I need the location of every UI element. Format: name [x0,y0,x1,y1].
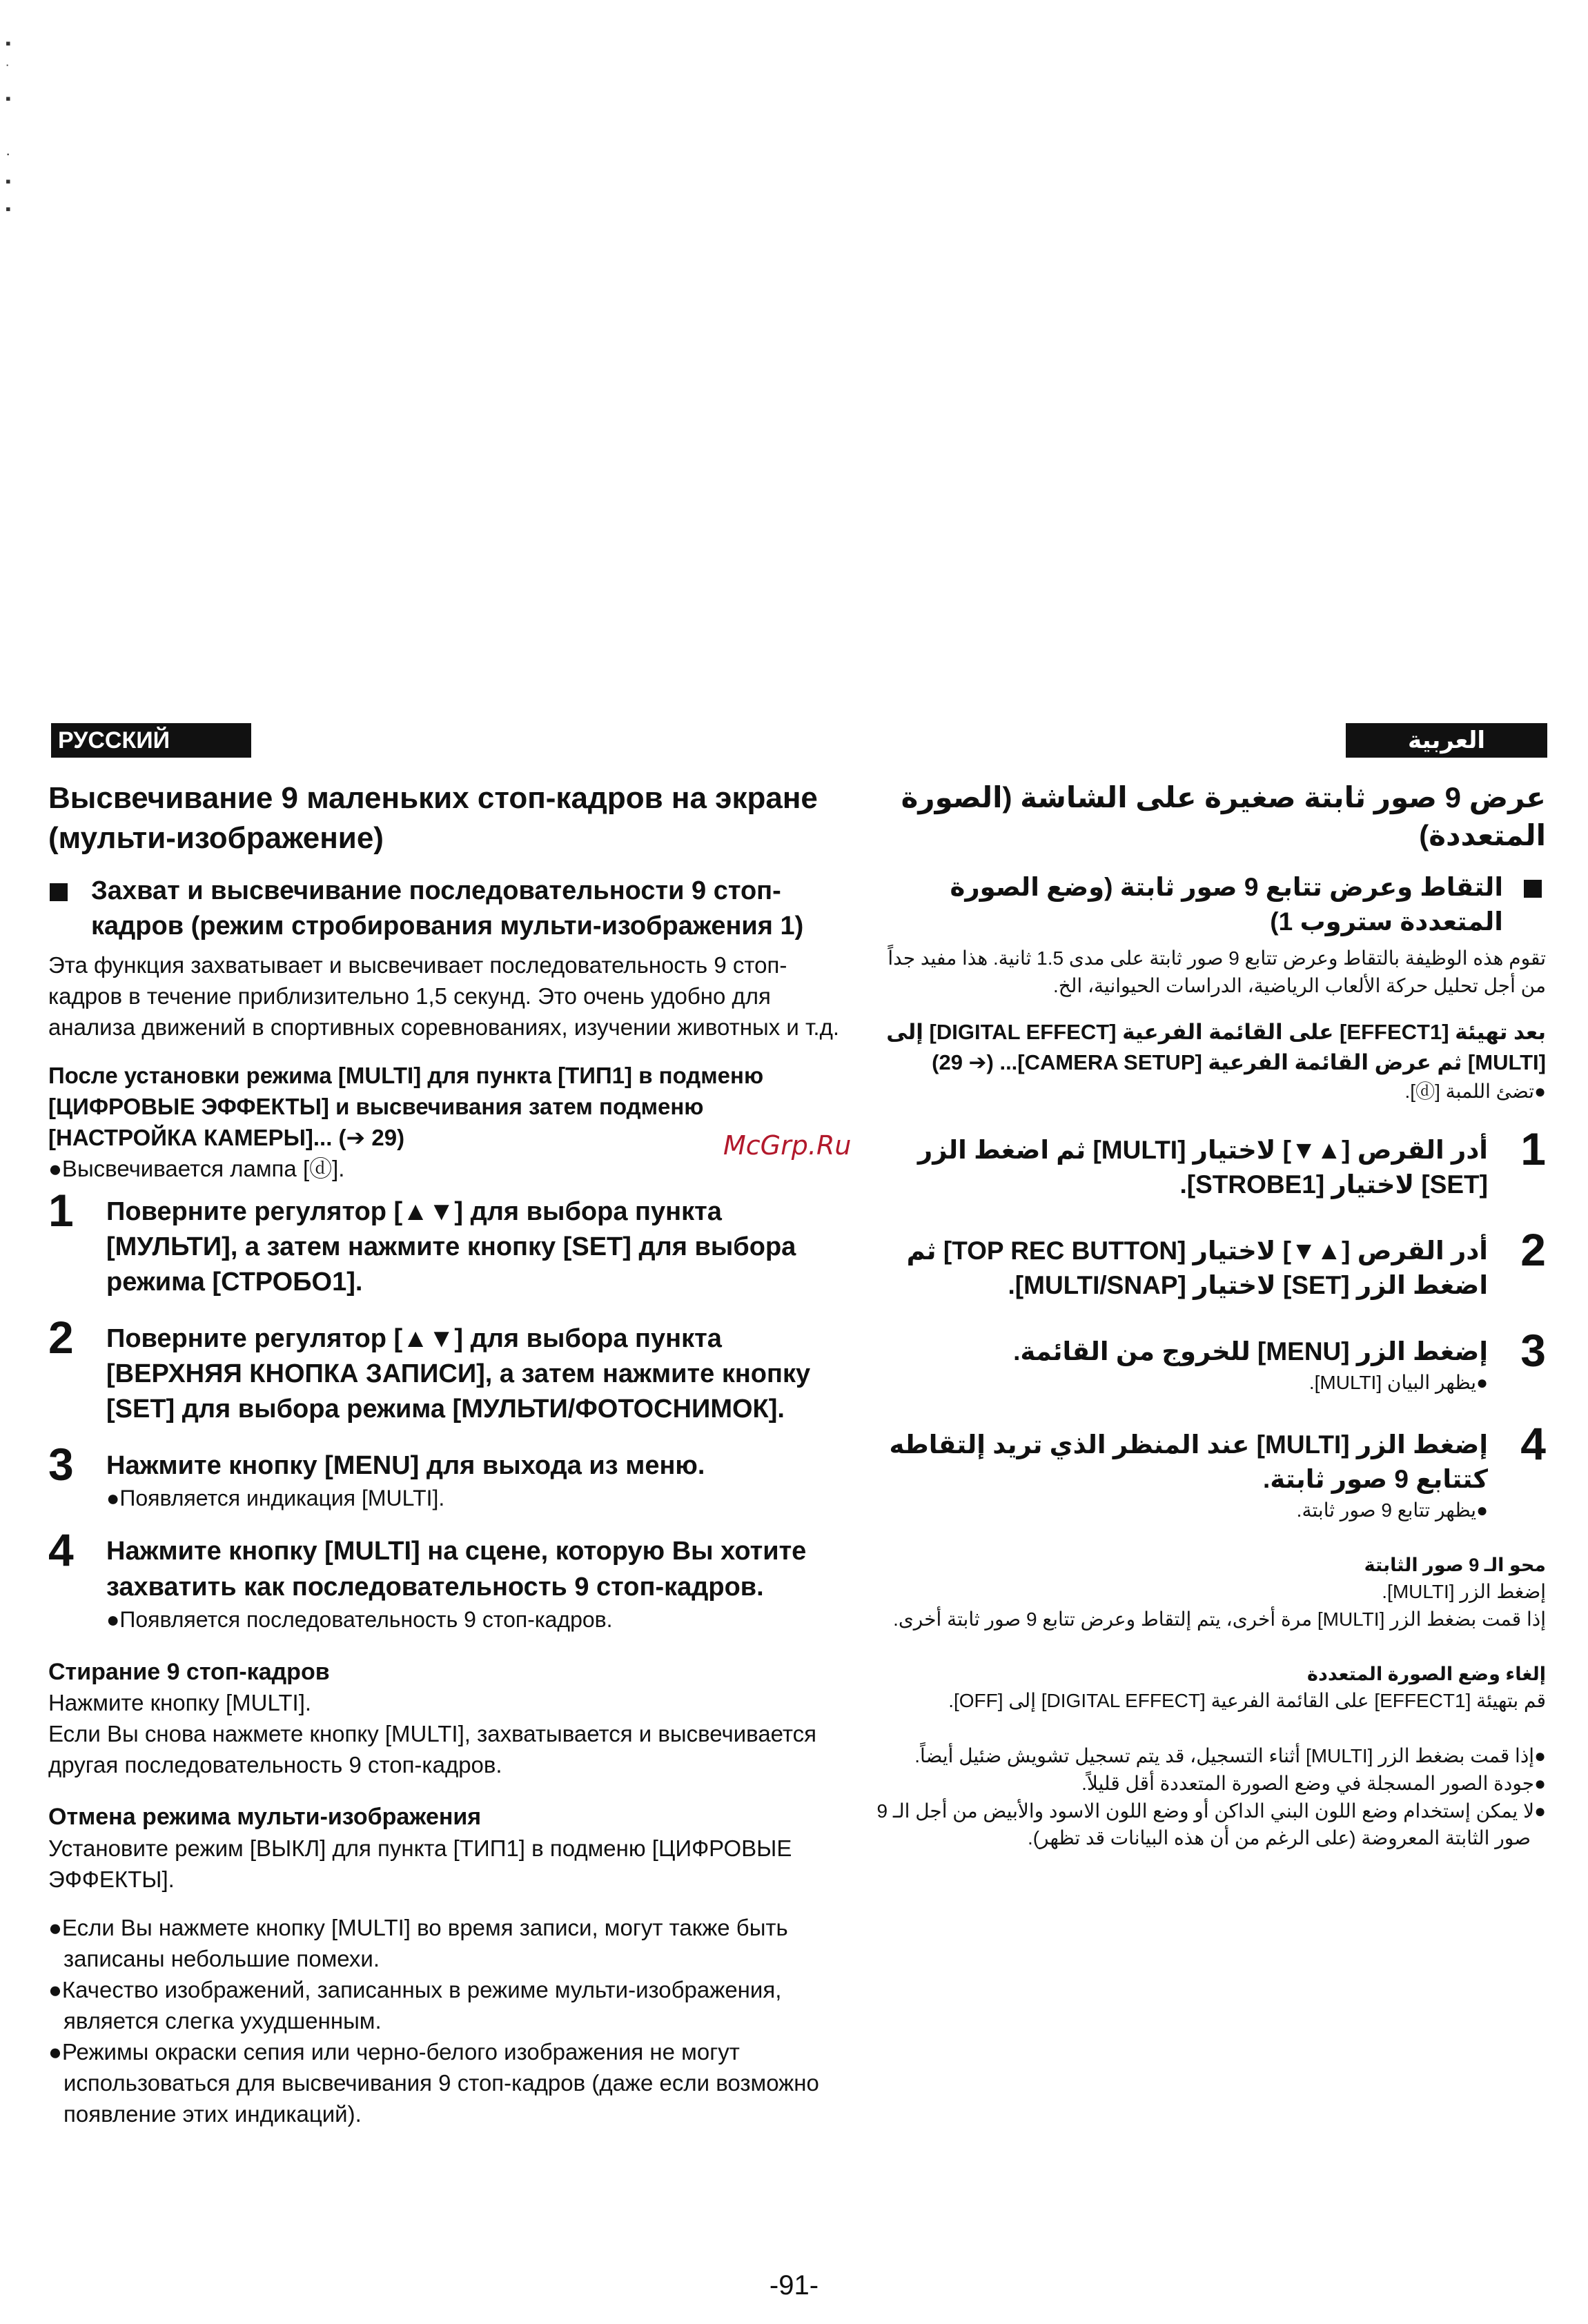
arabic-step [863,1223,1546,1303]
step-note: ●يظهر تتابع 9 صور ثابتة. [1296,1499,1488,1522]
russian-column [48,778,842,2130]
margin-marks [6,35,26,217]
russian-step [48,1524,842,1635]
step-number: 2 [48,1311,74,1363]
russian-title: Высвечивание 9 маленьких стоп-кадров на экране (мульти-изображение) [48,781,818,856]
arabic-cancel-heading: إلغاء وضع الصورة المتعددة [1307,1663,1546,1684]
arabic-lamp-note: ●تضئ اللمبة [ⓓ]. [1404,1081,1546,1103]
russian-note: ●Режимы окраски сепия или черно-белого изображения не могут использоваться для высвечивания 9 стоп-кадров (даже если возможно появление этих индикаций). [48,2038,819,2127]
square-bullet-icon [50,883,68,901]
russian-step [48,1311,842,1428]
margin-mark: ˙ [6,62,11,79]
step-number: 4 [1520,1418,1546,1470]
step-number: 4 [48,1524,74,1576]
arabic-intro: تقوم هذه الوظيفة بالتقاط وعرض تتابع 9 صور ثابتة على مدى 1.5 ثانية. هذا مفيد جداً من أجل تحليل حركة الألعاب الرياضية، الدراسات الحيوانية، الخ. [888,947,1546,996]
russian-cancel-heading: Отмена режима мульти-изображения [48,1804,482,1831]
russian-setup-instruction: После установки режима [MULTI] для пункта [ТИП1] в подменю [ЦИФРОВЫЕ ЭФФЕКТЫ] и высвечивания затем подменю [НАСТРОЙКА КАМЕРЫ]... (➔ 29) [48,1063,764,1151]
step-note: ●Появляется последовательность 9 стоп-кадров. [106,1607,613,1633]
arabic-step [863,1123,1546,1202]
arabic-note: ●جودة الصور المسجلة في وضع الصورة المتعددة أقل قليلاً. [1081,1772,1546,1794]
step-number: 2 [1520,1223,1546,1275]
arabic-notes [863,1742,1546,1852]
step-number: 1 [48,1184,74,1236]
arabic-subheading-text: التقاط وعرض تتابع 9 صور ثابتة (وضع الصورة المتعددة ستروب 1) [950,872,1503,936]
margin-mark: ▪ [6,173,11,190]
step-text: Поверните регулятор [▲▼] для выбора пункта [МУЛЬТИ], а затем нажмите кнопку [SET] для выбора режима [СТРОБО1]. [106,1197,796,1297]
arabic-setup-instruction: بعد تهيئة [EFFECT1] على القائمة الفرعية [DIGITAL EFFECT] إلى [MULTI] ثم عرض القائمة الفرعية [CAMERA SETUP]... (➔ 29) [886,1020,1546,1075]
russian-lamp-note: ●Высвечивается лампа [ⓓ]. [48,1156,345,1181]
russian-subheading-text: Захват и высвечивание последовательности 9 стоп-кадров (режим стробирования мульти-изображения 1) [91,876,804,941]
arabic-note: ●إذا قمت بضغط الزر [MULTI] أثناء التسجيل، قد يتم تسجيل تشويش ضئيل أيضاً. [914,1745,1546,1766]
arabic-erase-text: إضغط الزر [MULTI]. إذا قمت بضغط الزر [MULTI] مرة أخرى، يتم إلتقاط وعرض تتابع 9 صور ثابتة أخرى. [893,1581,1546,1631]
arabic-step [863,1418,1546,1524]
russian-intro: Эта функция захватывает и высвечивает последовательность 9 стоп-кадров в течение приблизительно 1,5 секунд. Это очень удобно для анализа движений в спортивных соревнованиях, изучении животных и т.д. [48,952,840,1040]
step-text: أدر القرص [▲▼] لاختيار [MULTI] ثم اضغط الزر [SET] لاختيار [STROBE1]. [917,1136,1488,1199]
step-number: 3 [1520,1324,1546,1376]
margin-mark: ▪ [6,35,11,52]
russian-step [48,1184,842,1301]
arabic-note: ●لا يمكن إستخدام وضع اللون البني الداكن أو وضع اللون الاسود والأبيض من أجل الـ 9 صور الثابتة المعروضة (على الرغم من أن هذه البيانات قد تظهر). [876,1800,1546,1849]
square-bullet-icon [1524,880,1542,898]
russian-notes [48,1913,842,2129]
arabic-title: عرض 9 صور ثابتة صغيرة على الشاشة (الصورة المتعددة) [901,781,1546,852]
russian-step [48,1438,842,1514]
step-text: Нажмите кнопку [MENU] для выхода из меню. [106,1450,705,1480]
arabic-erase-heading: محو الـ 9 صور الثابتة [1364,1555,1546,1576]
step-text: Нажмите кнопку [MULTI] на сцене, которую Вы хотите захватить как последовательность 9 стоп-кадров. [106,1537,807,1602]
russian-language-badge: РУССКИЙ ЯЗЫК [51,723,251,758]
step-number: 3 [48,1438,74,1490]
step-text: إضغط الزر [MULTI] عند المنظر الذي تريد إلتقاطه كتتابع 9 صور ثابتة. [889,1430,1488,1494]
step-text: Поверните регулятор [▲▼] для выбора пункта [ВЕРХНЯЯ КНОПКА ЗАПИСИ], а затем нажмите кнопку [SET] для выбора режима [МУЛЬТИ/ФОТОСНИМОК]. [106,1323,811,1424]
russian-note: ●Если Вы нажмете кнопку [MULTI] во время записи, могут также быть записаны небольшие помехи. [48,1915,788,1972]
arabic-subheading [863,870,1546,939]
step-text: إضغط الزر [MENU] للخروج من القائمة. [1013,1337,1488,1366]
arabic-cancel-text: قم بتهيئة [EFFECT1] على القائمة الفرعية [DIGITAL EFFECT] إلى [OFF]. [948,1690,1546,1712]
russian-subheading [48,874,842,945]
russian-erase-heading: Стирание 9 стоп-кадров [48,1658,330,1685]
arabic-step [863,1324,1546,1397]
russian-erase-text: Нажмите кнопку [MULTI]. Если Вы снова нажмете кнопку [MULTI], захватывается и высвечивается другая последовательность 9 стоп-кадров. [48,1689,817,1778]
margin-mark: ▪ [6,90,11,107]
step-note: ●يظهر البيان [MULTI]. [1308,1371,1488,1393]
margin-mark: · [6,145,11,162]
step-text: أدر القرص [▲▼] لاختيار [TOP REC BUTTON] ثم اضغط الزر [SET] لاختيار [MULTI/SNAP]. [906,1236,1488,1299]
page-number: -91- [769,2270,819,2301]
russian-note: ●Качество изображений, записанных в режиме мульти-изображения, является слегка ухудшенным. [48,1977,782,2034]
arabic-language-badge: العربية [1346,723,1547,758]
step-note: ●Появляется индикация [MULTI]. [106,1485,445,1510]
margin-mark: ▪ [6,200,11,217]
step-number: 1 [1520,1123,1546,1175]
russian-cancel-text: Установите режим [ВЫКЛ] для пункта [ТИП1] в подменю [ЦИФРОВЫЕ ЭФФЕКТЫ]. [48,1835,792,1892]
arabic-column [863,778,1546,1852]
watermark: McGrp.Ru [723,1130,852,1161]
